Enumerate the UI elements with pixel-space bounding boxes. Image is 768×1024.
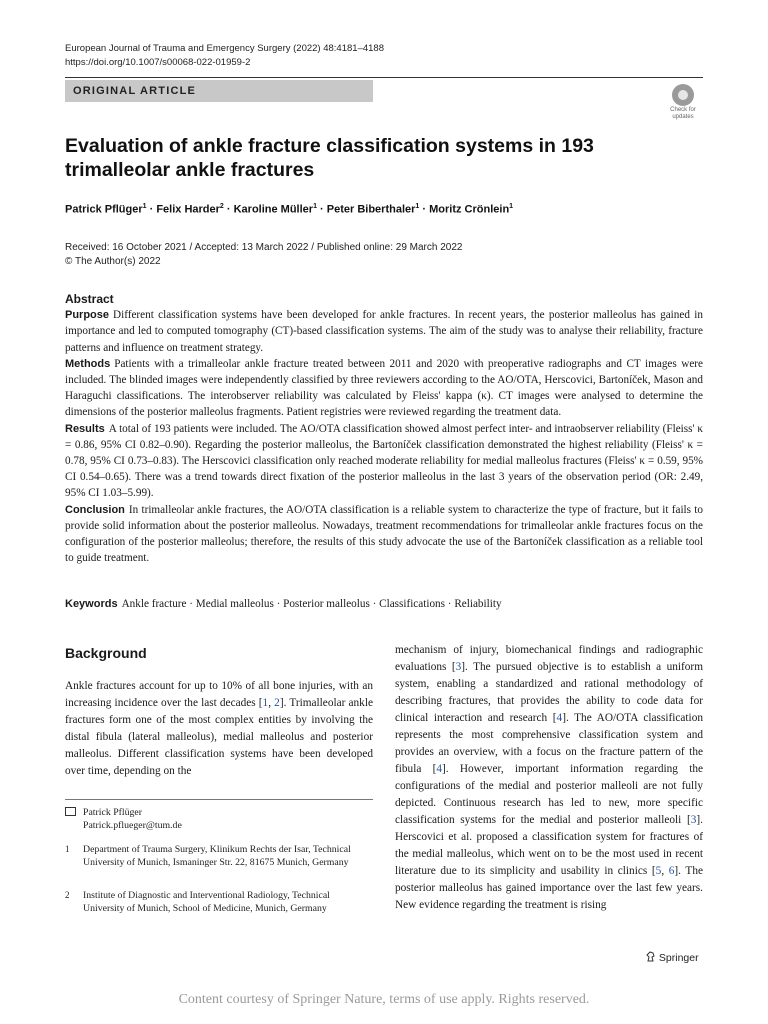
article-title: Evaluation of ankle fracture classification systems in 193 trimalleolar ankle fractures xyxy=(65,135,594,181)
author-name[interactable]: Karoline Müller xyxy=(233,203,314,216)
article-type-banner: ORIGINAL ARTICLE xyxy=(65,80,373,102)
abstract-results xyxy=(65,421,703,502)
keywords-text: Ankle fracture · Medial malleolus · Posterior malleolus · Classifications · Reliability xyxy=(121,598,502,610)
section-heading-background: Background xyxy=(65,645,147,661)
section-label: Purpose xyxy=(65,309,110,322)
citation-link[interactable]: 1 xyxy=(262,697,269,709)
section-label: Results xyxy=(65,422,105,435)
body-column-right xyxy=(395,642,703,914)
citation-link[interactable]: 4 xyxy=(556,712,563,724)
citation-link[interactable]: 6 xyxy=(668,865,675,877)
contact-name: Patrick Pflüger xyxy=(83,807,143,818)
body-column-left xyxy=(65,678,373,780)
author-name[interactable]: Patrick Pflüger xyxy=(65,203,143,216)
paragraph: mechanism of injury, biomechanical findings and radiographic evaluations [3]. The pursued objective is to establish a uniform system, enabling a standardized and rational methodology of describing fractures, that provides the ability to code data for clinical interaction and research [4]. The AO/OTA classification represents the most comprehensive classification system and provides an overview, with a focus on the fracture pattern of the fibula [4]. However, important information regarding the configurations of the medial and posterior malleoli are not fully depicted. Continuous research has led to new, more specific classification systems for the medial and posterior malleoli [3]. Herscovici et al. proposed a classification system for fractures of the medial malleolus, which went on to be the most used in recent literature due to its simplicity and usability in clinics [5, 6]. The posterior malleolus has gained importance over the last few years. New evidence regarding the treatment is rising xyxy=(395,644,704,911)
history-dates: Received: 16 October 2021 / Accepted: 13 March 2022 / Published online: 29 March 2022 xyxy=(65,242,463,253)
journal-header xyxy=(65,42,384,70)
header-rule xyxy=(65,77,703,78)
abstract-heading: Abstract xyxy=(65,292,114,306)
affiliation-text: Department of Trauma Surgery, Klinikum Rechts der Isar, Technical University of Munich, Ismaninger Str. 22, 81675 Munich, Germany xyxy=(83,844,351,868)
abstract xyxy=(65,291,703,566)
author-list: Patrick Pflüger$^1$ · Felix Harder$^2$ · Karoline Müller$^1$ · Peter Biberthaler$^1$ · Moritz Crönlein$^1$ xyxy=(65,203,514,216)
check-updates-label: Check for updates xyxy=(670,107,696,120)
author-name[interactable]: Felix Harder xyxy=(156,203,220,216)
abstract-conclusion xyxy=(65,502,703,567)
citation-link[interactable]: 4 xyxy=(436,763,443,775)
section-text: Different classification systems have been developed for ankle fractures. In recent years, the posterior malleolus has gained in importance and led to computed tomography (CT)-based classification systems. The aim of the study was to analyse their reliability, fracture patterns and influence on treatment strategy. xyxy=(65,309,703,354)
author-affiliation-mark: 2 xyxy=(219,203,224,210)
section-text: In trimalleolar ankle fractures, the AO/OTA classification is a reliable system to characterize the type of fracture, but it fails to provide solid information about the posterior malleolus. Nowadays, treatment recommendations for trimalleolar ankle fractures focus on the configuration of the posterior malleolus; therefore, the results of this study advocate the use of the Bartoníček classification as a reliable tool to guide treatment. xyxy=(65,503,703,565)
affiliation-text: Institute of Diagnostic and Interventional Radiology, Technical University of Munich, School of Medicine, Munich, Germany xyxy=(83,890,330,914)
envelope-icon xyxy=(65,806,76,819)
doi-link[interactable]: https://doi.org/10.1007/s00068-022-01959-2 xyxy=(65,57,251,68)
author-name[interactable]: Moritz Crönlein xyxy=(429,203,510,216)
citation-link[interactable]: 3 xyxy=(690,814,697,826)
courtesy-watermark: Content courtesy of Springer Nature, terms of use apply. Rights reserved. xyxy=(178,992,590,1007)
journal-citation: European Journal of Trauma and Emergency Surgery (2022) 48:4181–4188 xyxy=(65,43,384,54)
author-affiliation-mark: 1 xyxy=(313,203,317,210)
publisher-name: Springer xyxy=(658,952,699,964)
section-label: Methods xyxy=(65,357,111,370)
author-name[interactable]: Peter Biberthaler xyxy=(326,203,416,216)
section-label: Conclusion xyxy=(65,503,125,516)
keywords xyxy=(65,598,502,610)
author-affiliation-mark: 1 xyxy=(142,203,147,210)
copyright: © The Author(s) 2022 xyxy=(65,256,161,267)
citation-link[interactable]: 5 xyxy=(655,865,662,877)
check-updates-icon xyxy=(672,84,694,106)
affiliation-mark: 1 xyxy=(65,844,70,854)
corresponding-author xyxy=(65,806,373,832)
author-affiliation-mark: 1 xyxy=(415,203,420,210)
check-for-updates-badge[interactable] xyxy=(664,84,702,124)
springer-horse-icon xyxy=(646,951,656,962)
abstract-purpose xyxy=(65,307,703,356)
section-text: A total of 193 patients were included. The AO/OTA classification showed almost perfect inter- and intraobserver reliability (Fleiss' κ = 0.86, 95% CI 0.82–0.90). Regarding the posterior malleolus, the Bartoníček classification demonstrated the highest reliability (Fleiss' κ = 0.78, 95% CI 0.73–0.83). The Herscovici classification only reached moderate reliability for medial malleolus fractures (Fleiss' κ = 0.59, 95% CI 0.54–0.65). There was a trend towards direct fixation of the posterior malleolus in the last 3 years of the observation period (OR: 2.49, 95% CI 1.03–5.99). xyxy=(65,422,703,500)
footnote-rule xyxy=(65,799,373,800)
abstract-methods xyxy=(65,356,703,421)
keywords-label: Keywords xyxy=(65,598,118,610)
publication-dates xyxy=(65,241,462,269)
affiliation-mark: 2 xyxy=(65,890,70,900)
section-text: Patients with a trimalleolar ankle fracture treated between 2011 and 2020 with preoperative radiographs and CT images were included. The blinded images were independently classified by three reviewers according to the AO/OTA, Herscovici, Bartoníček, Mason and Haraguchi classifications. The interobserver reliability was calculated by Fleiss' kappa (κ). CT images were analysed to determine the dimensions of the posterior malleolus fragments. Patient registries were reviewed regarding the treatment data. xyxy=(65,357,703,419)
paragraph: Ankle fractures account for up to 10% of all bone injuries, with an increasing incidence over the last decades [1, 2]. Trimalleolar ankle fractures form one of the most complex entities by involving the distal fibula (lateral malleolus), medial malleolus and posterior malleolus. Different classification systems have been developed over time, depending on the xyxy=(65,680,373,777)
affiliation-1 xyxy=(65,843,373,869)
citation-link[interactable]: 3 xyxy=(455,661,462,673)
contact-email[interactable]: Patrick.pflueger@tum.de xyxy=(83,820,182,831)
affiliation-2 xyxy=(65,889,373,915)
citation-link[interactable]: 2 xyxy=(274,697,280,709)
publisher-logo xyxy=(646,951,699,964)
author-affiliation-mark: 1 xyxy=(509,203,514,210)
